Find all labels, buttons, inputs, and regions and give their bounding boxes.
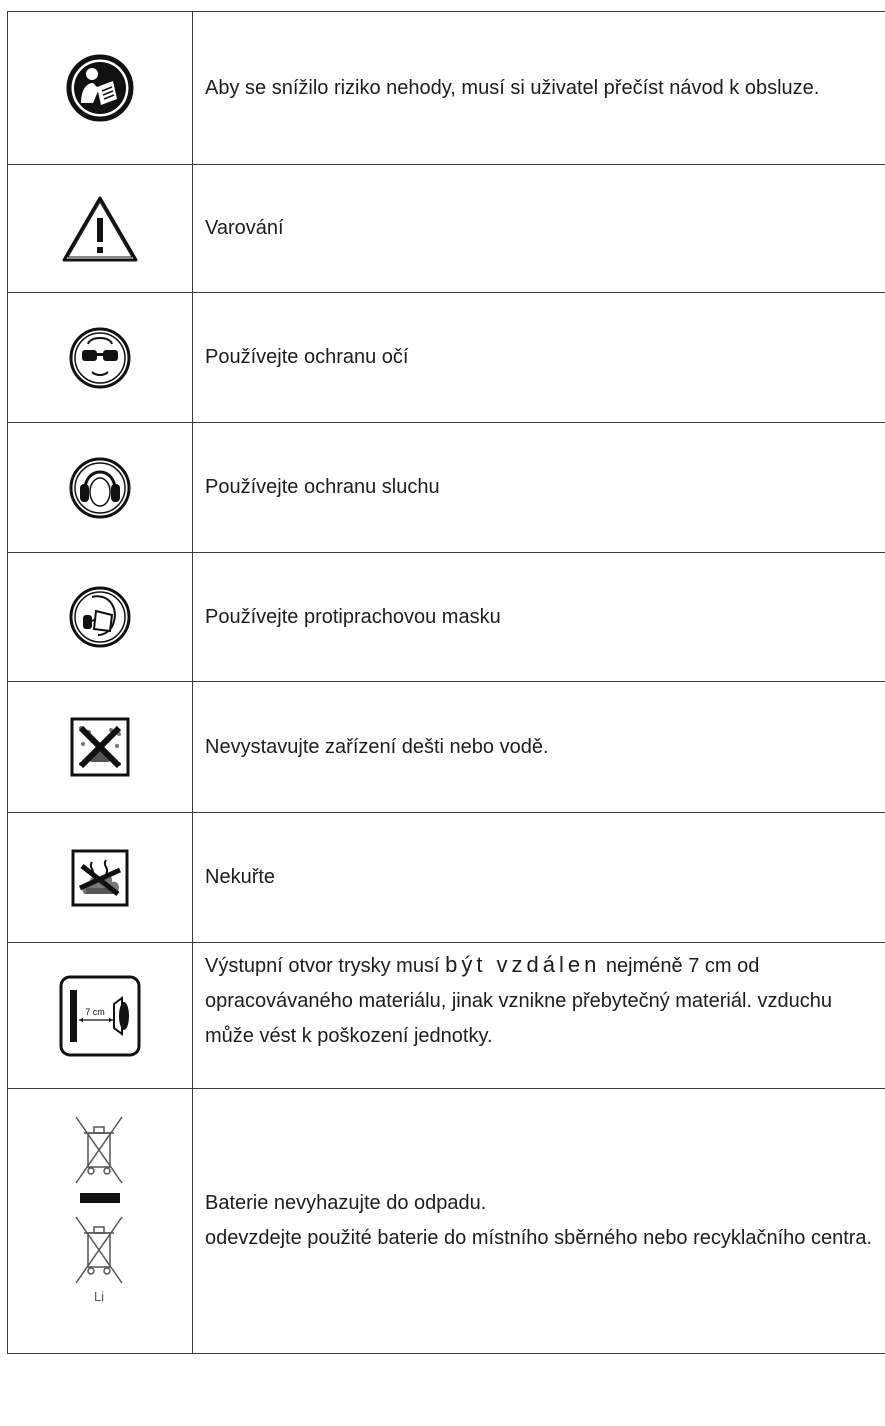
hearing-protection-icon xyxy=(68,456,132,520)
icon-cell xyxy=(8,553,193,682)
icon-cell xyxy=(8,293,193,423)
nozzle-text-after: nejméně 7 cm od opracovávaného materiálu, jinak vznikne přebytečný materiál. vzduchu může vést k poškození jednotky. xyxy=(205,955,833,1047)
description-cell xyxy=(193,1089,885,1354)
description-cell: Nekuřte xyxy=(193,813,885,943)
table-row xyxy=(8,165,885,293)
read-manual-icon xyxy=(65,53,135,123)
description-cell: Používejte ochranu sluchu xyxy=(193,423,885,553)
no-rain-icon xyxy=(69,716,131,778)
nozzle-text-before: Výstupní otvor trysky musí xyxy=(205,955,446,977)
warning-triangle-icon xyxy=(60,194,140,264)
no-smoking-icon xyxy=(70,848,130,908)
icon-cell xyxy=(8,943,193,1089)
distance-label: 7 cm xyxy=(85,1006,105,1017)
nozzle-distance-icon xyxy=(58,974,142,1058)
description-cell: Varování xyxy=(193,165,885,293)
battery-line-2: odevzdejte použité baterie do místního sběrného nebo recyklačního centra. xyxy=(205,1227,873,1249)
description-cell: Používejte protiprachovou masku xyxy=(193,553,885,682)
description-cell: Používejte ochranu očí xyxy=(193,293,885,423)
table-row xyxy=(8,1089,885,1354)
table-row xyxy=(8,553,885,682)
table-row xyxy=(8,423,885,553)
lithium-label: Li xyxy=(93,1289,105,1304)
eye-protection-icon xyxy=(68,326,132,390)
safety-symbols-table xyxy=(7,11,885,1354)
description-cell xyxy=(193,943,885,1089)
description-cell: Aby se snížilo riziko nehody, musí si uživatel přečíst návod k obsluze. xyxy=(193,12,885,165)
table-row xyxy=(8,813,885,943)
icon-cell xyxy=(8,1089,193,1354)
table-row xyxy=(8,682,885,813)
table-row xyxy=(8,293,885,423)
battery-line-1: Baterie nevyhazujte do odpadu. xyxy=(205,1192,487,1214)
icon-cell xyxy=(8,165,193,293)
icon-cell xyxy=(8,682,193,813)
icon-cell xyxy=(8,813,193,943)
battery-disposal-icon xyxy=(70,1105,130,1337)
dust-mask-icon xyxy=(68,585,132,649)
icon-cell xyxy=(8,423,193,553)
nozzle-text-spaced: být vzdálen xyxy=(445,952,601,977)
icon-cell xyxy=(8,12,193,165)
table-row xyxy=(8,12,885,165)
table-row xyxy=(8,943,885,1089)
description-cell: Nevystavujte zařízení dešti nebo vodě. xyxy=(193,682,885,813)
